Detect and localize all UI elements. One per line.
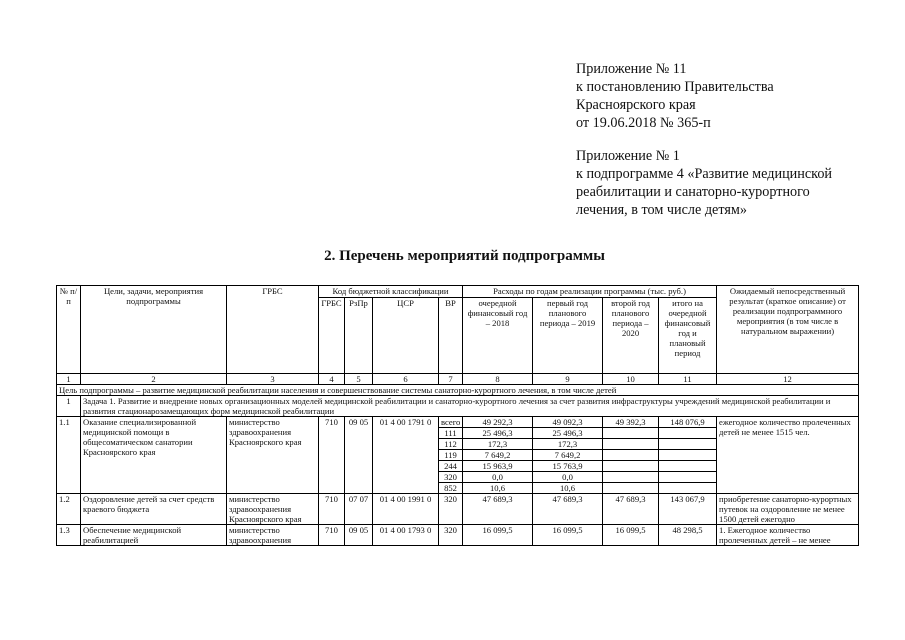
head-num: № п/п (57, 286, 81, 374)
row-csr: 01 4 00 1791 0 (373, 417, 439, 494)
col-number: 2 (81, 374, 227, 385)
head-sub-csr: ЦСР (373, 298, 439, 374)
row-vr: 320 (439, 472, 463, 483)
row-num: 1.1 (57, 417, 81, 494)
row-2019: 49 092,3 (533, 417, 603, 428)
row-csr: 01 4 00 1793 0 (373, 525, 439, 546)
head-result: Ожидаемый непосредственный результат (краткое описание) от реализации подпрограммного мероприятия (в том числе в натуральном выражении) (717, 286, 859, 374)
table-head-row (57, 286, 859, 298)
col-number: 7 (439, 374, 463, 385)
row-2019: 10,6 (533, 483, 603, 494)
row-vr: 320 (439, 494, 463, 525)
col-number: 9 (533, 374, 603, 385)
task-num: 1 (57, 396, 81, 417)
row-num: 1.3 (57, 525, 81, 546)
row-2018: 7 649,2 (463, 450, 533, 461)
col-number: 4 (319, 374, 345, 385)
goal-row (57, 385, 859, 396)
row-total (659, 450, 717, 461)
col-number: 12 (717, 374, 859, 385)
row-2019: 47 689,3 (533, 494, 603, 525)
appendix-1-line: к подпрограмме 4 «Развитие медицинской (576, 166, 833, 182)
appendix-1-header (576, 147, 832, 219)
head-sub-rzpr: РзПр (345, 298, 373, 374)
row-vr: 244 (439, 461, 463, 472)
row-total (659, 472, 717, 483)
row-2018: 49 292,3 (463, 417, 533, 428)
head-y2020: второй год планового периода – 2020 (603, 298, 659, 374)
head-sub-vr: ВР (439, 298, 463, 374)
head-y2019: первый год планового периода – 2019 (533, 298, 603, 374)
col-number: 11 (659, 374, 717, 385)
row-2020: 16 099,5 (603, 525, 659, 546)
row-code: 710 (319, 417, 345, 494)
row-2018: 172,3 (463, 439, 533, 450)
goal-text: Цель подпрограммы – развитие медицинской реабилитации населения и совершенствование системы санаторно-курортного лечения, в том числе детей (57, 385, 859, 396)
row-csr: 01 4 00 1991 0 (373, 494, 439, 525)
row-vr: 111 (439, 428, 463, 439)
row-2019: 7 649,2 (533, 450, 603, 461)
table-row (57, 494, 859, 525)
task-text: Задача 1. Развитие и внедрение новых организационных моделей медицинской реабилитации и санаторно-курортного лечения за счет развития инфраструктуры учреждений медицинской реабилитации и развития стационарозамещающих форм медицинской реабилитации (81, 396, 859, 417)
col-number: 6 (373, 374, 439, 385)
row-2020: 49 392,3 (603, 417, 659, 428)
row-2018: 16 099,5 (463, 525, 533, 546)
appendix-11-line: от 19.06.2018 № 365-п (576, 115, 711, 131)
row-vr: всего (439, 417, 463, 428)
row-2020 (603, 439, 659, 450)
table-row (57, 525, 859, 546)
row-2020 (603, 450, 659, 461)
row-rzpr: 07 07 (345, 494, 373, 525)
head-total: итого на очередной финансовый год и плановый период (659, 298, 717, 374)
row-total (659, 483, 717, 494)
row-code: 710 (319, 494, 345, 525)
measures-table (56, 285, 859, 546)
row-2018: 47 689,3 (463, 494, 533, 525)
row-total: 148 076,9 (659, 417, 717, 428)
col-number: 5 (345, 374, 373, 385)
row-grbs: министерство здравоохранения Красноярского края (227, 417, 319, 494)
head-goals: Цели, задачи, мероприятия подпрограммы (81, 286, 227, 374)
row-rzpr: 09 05 (345, 417, 373, 494)
row-name: Обеспечение медицинской реабилитацией (81, 525, 227, 546)
row-2019: 0,0 (533, 472, 603, 483)
row-grbs: министерство здравоохранения Красноярского края (227, 494, 319, 525)
col-number: 1 (57, 374, 81, 385)
row-result: ежегодное количество пролеченных детей не менее 1515 чел. (717, 417, 859, 494)
row-2019: 16 099,5 (533, 525, 603, 546)
head-y2018: очередной финансовый год – 2018 (463, 298, 533, 374)
row-grbs: министерство здравоохранения (227, 525, 319, 546)
head-expenses: Расходы по годам реализации программы (тыс. руб.) (463, 286, 717, 298)
row-2019: 172,3 (533, 439, 603, 450)
row-num: 1.2 (57, 494, 81, 525)
row-total: 143 067,9 (659, 494, 717, 525)
row-2018: 15 963,9 (463, 461, 533, 472)
row-total (659, 461, 717, 472)
head-budget-code: Код бюджетной классификации (319, 286, 463, 298)
row-2018: 25 496,3 (463, 428, 533, 439)
row-2019: 25 496,3 (533, 428, 603, 439)
appendix-1-line: Приложение № 1 (576, 148, 680, 164)
head-grbs: ГРБС (227, 286, 319, 374)
row-result: приобретение санаторно-курортных путевок на оздоровление не менее 1500 детей ежегодно (717, 494, 859, 525)
row-2020 (603, 472, 659, 483)
row-2020: 47 689,3 (603, 494, 659, 525)
row-name: Оздоровление детей за счет средств краевого бюджета (81, 494, 227, 525)
appendix-11-header (576, 60, 774, 132)
row-2018: 0,0 (463, 472, 533, 483)
row-total (659, 439, 717, 450)
row-2020 (603, 461, 659, 472)
row-rzpr: 09 05 (345, 525, 373, 546)
appendix-11-line: Приложение № 11 (576, 61, 687, 77)
page-title: 2. Перечень мероприятий подпрограммы (324, 248, 605, 264)
row-vr: 320 (439, 525, 463, 546)
row-vr: 852 (439, 483, 463, 494)
row-total (659, 428, 717, 439)
row-vr: 119 (439, 450, 463, 461)
row-2019: 15 763,9 (533, 461, 603, 472)
table-row (57, 417, 859, 428)
col-number: 10 (603, 374, 659, 385)
row-total: 48 298,5 (659, 525, 717, 546)
appendix-1-line: лечения, в том числе детям» (576, 202, 747, 218)
row-2020 (603, 428, 659, 439)
head-sub-grbs: ГРБС (319, 298, 345, 374)
appendix-11-line: Красноярского края (576, 97, 696, 113)
row-vr: 112 (439, 439, 463, 450)
col-number: 3 (227, 374, 319, 385)
row-result: 1. Ежегодное количество пролеченных детей – не менее (717, 525, 859, 546)
task-row (57, 396, 859, 417)
col-number: 8 (463, 374, 533, 385)
appendix-11-line: к постановлению Правительства (576, 79, 774, 95)
row-code: 710 (319, 525, 345, 546)
column-numbers-row (57, 374, 859, 385)
appendix-1-line: реабилитации и санаторно-курортного (576, 184, 810, 200)
row-name: Оказание специализированной медицинской помощи в общесоматическом санатории Красноярского края (81, 417, 227, 494)
row-2018: 10,6 (463, 483, 533, 494)
row-2020 (603, 483, 659, 494)
